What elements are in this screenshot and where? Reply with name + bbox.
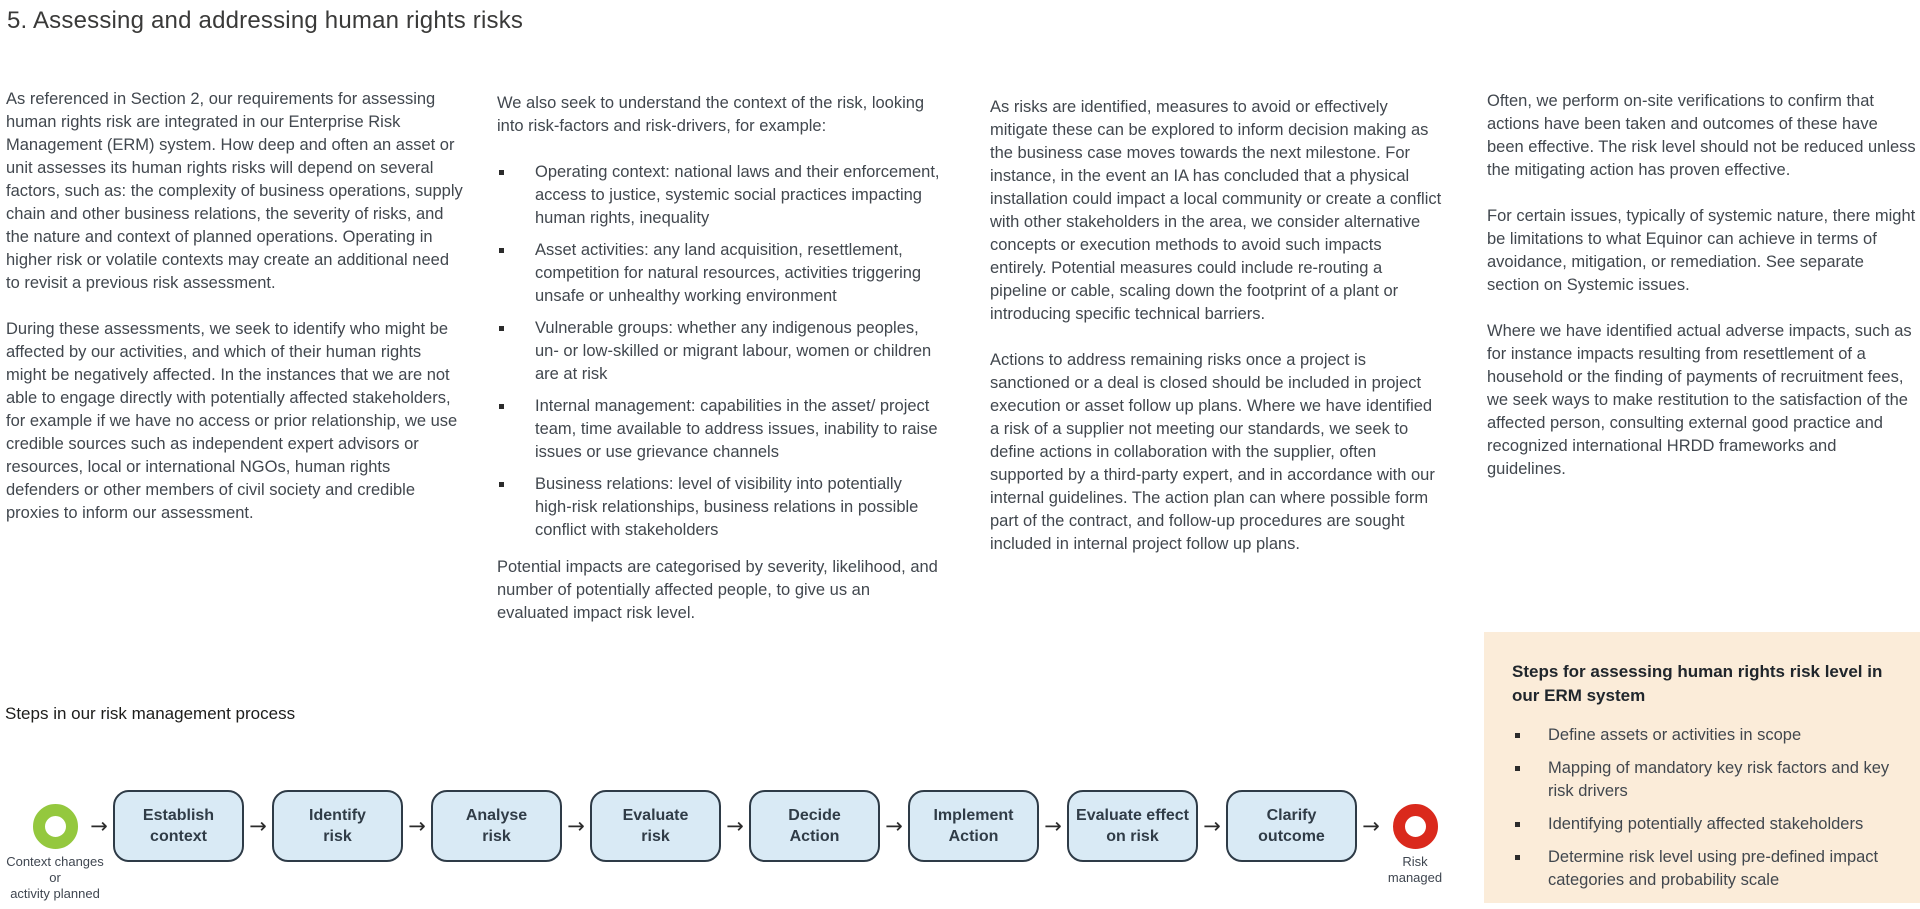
- flow-start-node: [6, 790, 104, 901]
- list-item: [1512, 757, 1896, 803]
- risk-factor-bullet-list: [497, 161, 943, 542]
- arrow-right-icon: →: [90, 813, 108, 838]
- text-column-3: [990, 96, 1442, 579]
- paragraph: Actions to address remaining risks once a project is sanctioned or a deal is closed should be included in project execution or asset follow up plans. Where we have identified a risk of a supplier not meeting our standards, we seek to define actions in collaboration with the supplier, often supported by a third-party expert, and in accordance with our internal guidelines. The action plan can where possible form part of the contract, and follow-up procedures are sought included in internal project follow up plans.: [990, 351, 1435, 553]
- list-item: [497, 395, 943, 464]
- arrow-right-icon: →: [1203, 813, 1221, 838]
- list-item: [497, 161, 943, 230]
- bullet-square-icon: [497, 239, 535, 308]
- paragraph: Where we have identified actual adverse impacts, such as for instance impacts resulting from resettlement of a household or the finding of payments of recruitment fees, we seek ways to make restitution to the satisfaction of the affected person, consulting external good practice and recognized international HRDD frameworks and guidelines.: [1487, 322, 1912, 478]
- list-item-text: Business relations: level of visibility into potentially high-risk relationships, business relations in possible conflict with stakeholders: [535, 475, 919, 539]
- list-item-text: Determine risk level using pre-defined impact categories and probability scale: [1548, 848, 1879, 889]
- list-item: [1512, 846, 1896, 892]
- arrow-right-icon: →: [408, 813, 426, 838]
- start-ring-icon: [33, 804, 78, 849]
- list-item: [497, 473, 943, 542]
- arrow-right-icon: →: [1362, 813, 1380, 838]
- arrow-right-icon: →: [1044, 813, 1062, 838]
- erm-steps-bullet-list: [1512, 724, 1896, 892]
- list-item-text: Mapping of mandatory key risk factors and key risk drivers: [1548, 759, 1890, 800]
- bullet-square-icon: [1512, 724, 1548, 747]
- process-step-evaluate-effect: Evaluate effect on risk: [1067, 790, 1198, 862]
- process-step-decide-action: Decide Action: [749, 790, 880, 862]
- list-item: [497, 317, 943, 386]
- bullet-square-icon: [1512, 813, 1548, 836]
- list-item-text: Operating context: national laws and their enforcement, access to justice, systemic social practices impacting human rights, inequality: [535, 163, 940, 227]
- arrow-right-icon: →: [249, 813, 267, 838]
- bullet-square-icon: [1512, 846, 1548, 892]
- bullet-square-icon: [497, 161, 535, 230]
- text-column-4: [1487, 90, 1917, 504]
- end-node-label: Risk managed: [1387, 854, 1443, 885]
- paragraph: Often, we perform on-site verifications to confirm that actions have been taken and outcomes of these have been effective. The risk level should not be reduced unless the mitigating action has proven effective.: [1487, 92, 1916, 179]
- text-column-1: [6, 88, 464, 548]
- process-step-evaluate-risk: Evaluate risk: [590, 790, 721, 862]
- flow-end-node: [1385, 790, 1445, 885]
- process-step-clarify-outcome: Clarify outcome: [1226, 790, 1357, 862]
- process-heading: Steps in our risk management process: [5, 704, 296, 723]
- bullet-square-icon: [497, 317, 535, 386]
- text-column-2: [497, 92, 943, 648]
- list-item-text: Asset activities: any land acquisition, resettlement, competition for natural resources, activities triggering unsafe or unhealthy working environment: [535, 241, 922, 305]
- arrow-right-icon: →: [726, 813, 744, 838]
- process-step-identify-risk: Identify risk: [272, 790, 403, 862]
- risk-process-flow-diagram: [6, 790, 1455, 901]
- arrow-right-icon: →: [885, 813, 903, 838]
- paragraph: As risks are identified, measures to avoid or effectively mitigate these can be explored to inform decision making as the business case moves towards the next milestone. For instance, in the event an IA has concluded that a physical installation could impact a local community or create a conflict with other stakeholders in the area, we consider alternative concepts or execution methods to avoid such impacts entirely. Potential measures could include re-routing a pipeline or cable, scaling down the footprint of a plant or introducing specific technical barriers.: [990, 98, 1442, 323]
- end-ring-icon: [1393, 804, 1438, 849]
- bullet-square-icon: [1512, 757, 1548, 803]
- arrow-right-icon: →: [567, 813, 585, 838]
- paragraph: As referenced in Section 2, our requirements for assessing human rights risk are integrated in our Enterprise Risk Management (ERM) system. How deep and often an asset or unit assesses its human rights risks will depend on several factors, such as: the complexity of business operations, supply chain and other business relations, the severity of risks, and the nature and context of planned operations. Operating in higher risk or volatile contexts may create an additional need to revisit a previous risk assessment.: [6, 90, 463, 292]
- list-item: [1512, 724, 1896, 747]
- start-node-label: Context changes or activity planned: [6, 854, 104, 901]
- list-item-text: Internal management: capabilities in the asset/ project team, time available to address issues, inability to raise issues or use grievance channels: [535, 397, 938, 461]
- list-item: [1512, 813, 1896, 836]
- paragraph: We also seek to understand the context of the risk, looking into risk-factors and risk-drivers, for example:: [497, 94, 925, 135]
- erm-steps-panel: [1484, 632, 1920, 903]
- process-step-establish-context: Establish context: [113, 790, 244, 862]
- list-item-text: Define assets or activities in scope: [1548, 726, 1802, 744]
- page-title: 5. Assessing and addressing human rights risks: [7, 7, 524, 34]
- process-step-analyse-risk: Analyse risk: [431, 790, 562, 862]
- process-step-implement-action: Implement Action: [908, 790, 1039, 862]
- list-item-text: Vulnerable groups: whether any indigenous peoples, un- or low-skilled or migrant labour, women or children are at risk: [535, 319, 932, 383]
- bullet-square-icon: [497, 395, 535, 464]
- bullet-square-icon: [497, 473, 535, 542]
- list-item-text: Identifying potentially affected stakeholders: [1548, 815, 1864, 833]
- paragraph: Potential impacts are categorised by severity, likelihood, and number of potentially affected people, to give us an evaluated impact risk level.: [497, 558, 938, 622]
- list-item: [497, 239, 943, 308]
- paragraph: For certain issues, typically of systemic nature, there might be limitations to what Equinor can achieve in terms of avoidance, mitigation, or remediation. See separate section on Systemic issues.: [1487, 207, 1916, 294]
- paragraph: During these assessments, we seek to identify who might be affected by our activities, and which of their human rights might be negatively affected. In the instances that we are not able to engage directly with potentially affected stakeholders, for example if we have no access or prior relationship, we use credible sources such as independent expert advisors or resources, local or international NGOs, human rights defenders or other members of civil society and credible proxies to inform our assessment.: [6, 320, 458, 522]
- erm-steps-panel-title: Steps for assessing human rights risk level in our ERM system: [1512, 662, 1883, 705]
